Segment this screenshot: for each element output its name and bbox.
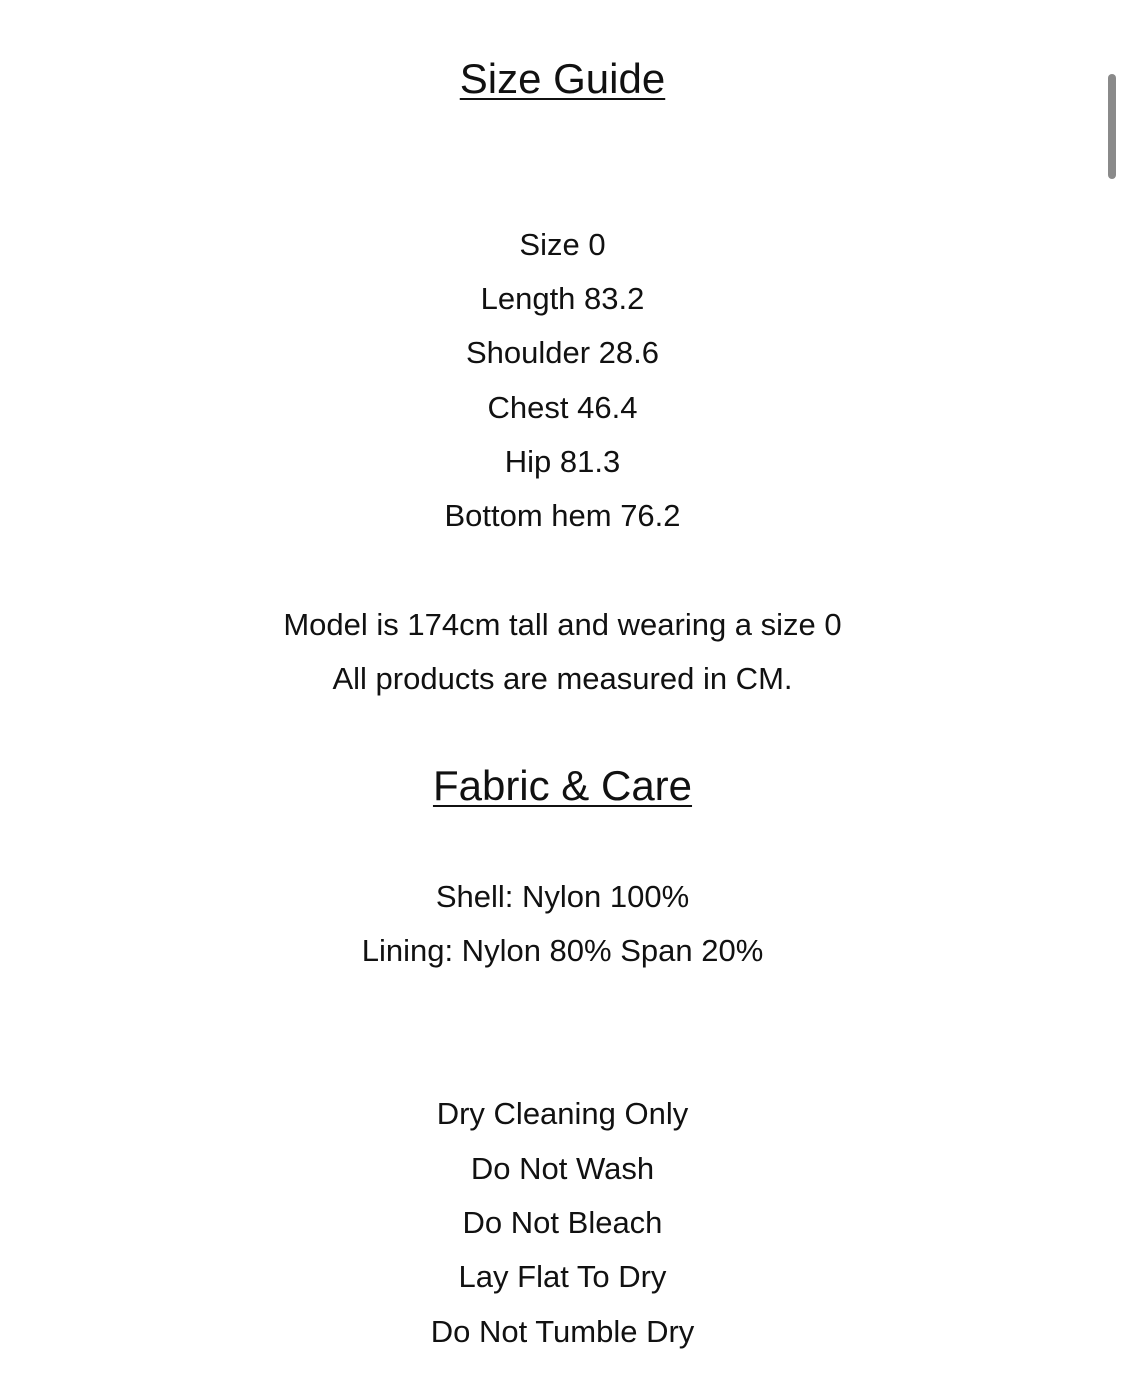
composition-shell: Shell: Nylon 100% [435, 879, 690, 914]
care-do-not-tumble-dry: Do Not Tumble Dry [430, 1314, 695, 1349]
fabric-care-heading: Fabric & Care [432, 762, 693, 809]
care-do-not-bleach: Do Not Bleach [462, 1205, 663, 1240]
size-guide-heading: Size Guide [459, 55, 666, 102]
measurement-length: Length 83.2 [480, 281, 645, 316]
measurement-bottom-hem: Bottom hem 76.2 [444, 498, 681, 533]
measurement-unit-note: All products are measured in CM. [332, 661, 793, 696]
care-lay-flat: Lay Flat To Dry [458, 1259, 667, 1294]
model-size-note: Model is 174cm tall and wearing a size 0 [283, 607, 842, 642]
care-do-not-wash: Do Not Wash [470, 1151, 655, 1186]
care-dry-cleaning: Dry Cleaning Only [436, 1096, 689, 1131]
measurement-hip: Hip 81.3 [504, 444, 621, 479]
measurement-chest: Chest 46.4 [487, 390, 638, 425]
composition-lining: Lining: Nylon 80% Span 20% [361, 933, 764, 968]
vertical-scrollbar[interactable] [1108, 74, 1116, 179]
measurement-shoulder: Shoulder 28.6 [465, 335, 660, 370]
measurement-size: Size 0 [519, 227, 606, 262]
